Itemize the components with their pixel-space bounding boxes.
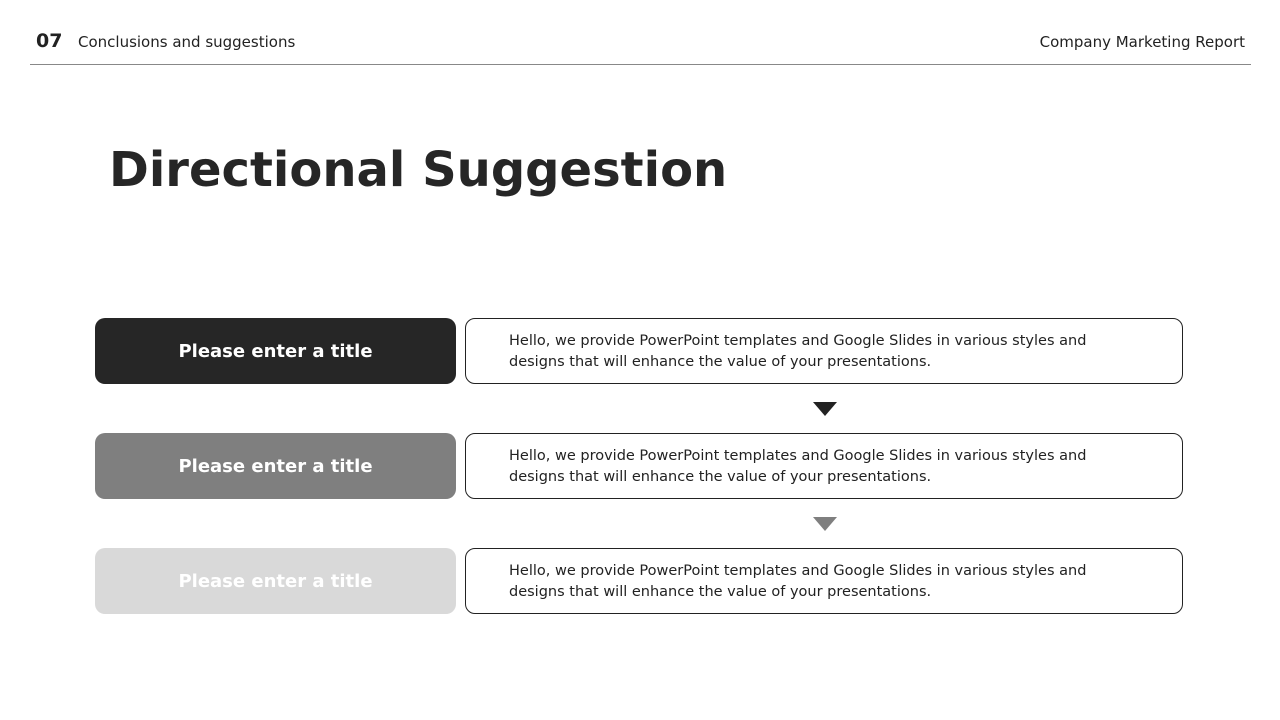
step-description-1: Hello, we provide PowerPoint templates and Google Slides in various styles and designs that will enhance the value of your presentations. [465,318,1183,384]
step-description-3: Hello, we provide PowerPoint templates and Google Slides in various styles and designs that will enhance the value of your presentations. [465,548,1183,614]
step-description-2: Hello, we provide PowerPoint templates and Google Slides in various styles and designs that will enhance the value of your presentations. [465,433,1183,499]
down-arrow-icon [813,517,837,531]
report-title: Company Marketing Report [1039,33,1245,51]
section-number: 07 [36,30,63,52]
down-arrow-icon [813,402,837,416]
step-title-3: Please enter a title [95,548,456,614]
step-title-1: Please enter a title [95,318,456,384]
step-title-2: Please enter a title [95,433,456,499]
header-divider [30,64,1251,65]
section-title: Conclusions and suggestions [78,33,296,51]
page-title: Directional Suggestion [109,142,728,198]
